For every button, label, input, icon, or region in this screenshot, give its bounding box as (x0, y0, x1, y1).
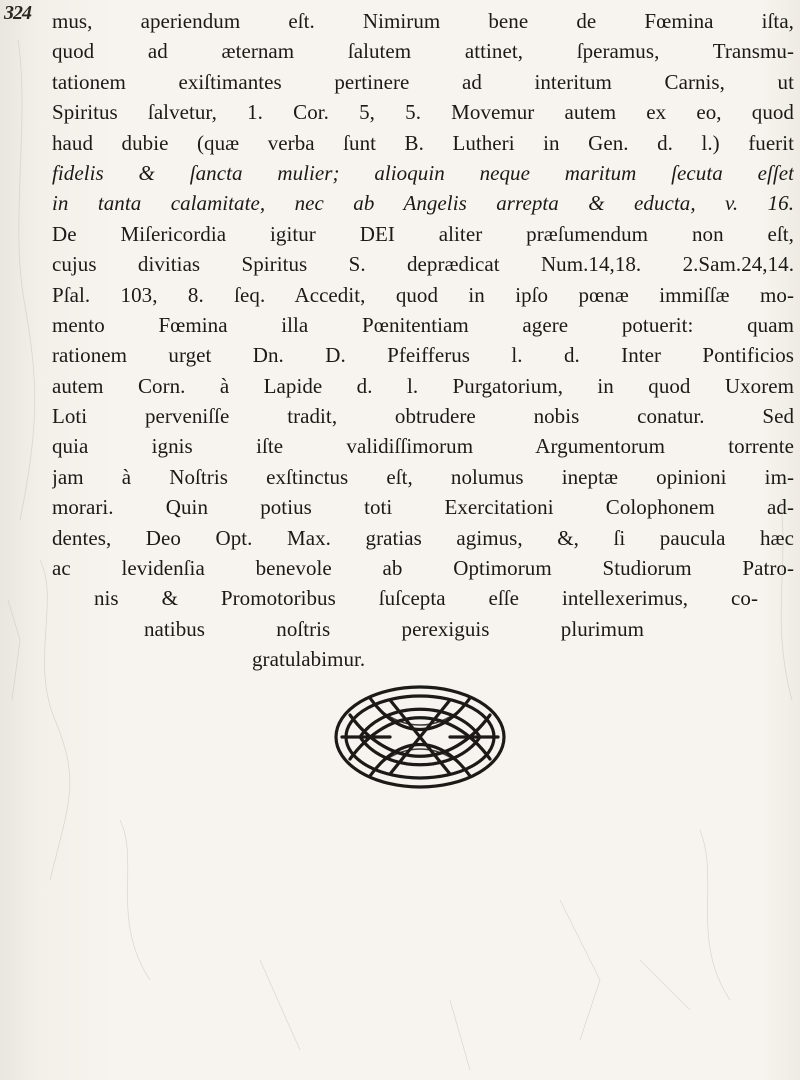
text-line: De Miſericordia igitur DEI aliter præſumendum non eſt, (52, 221, 794, 246)
text-line: quod ad æternam ſalutem attinet, ſperamus, Transmu- (52, 39, 794, 64)
text-line: autem Corn. à Lapide d. l. Purgatorium, in quod Uxorem (52, 373, 794, 398)
text-line: Pſal. 103, 8. ſeq. Accedit, quod in ipſo pœnæ immiſſæ mo- (52, 282, 794, 307)
text-line: in tanta calamitate, nec ab Angelis arrepta & educta, v. 16. (52, 191, 794, 216)
colophon-knot-ornament (330, 680, 510, 795)
text-line: fidelis & ſancta mulier; alioquin neque maritum ſecuta eſſet (52, 160, 794, 185)
text-line: natibus noſtris perexiguis plurimum (144, 616, 644, 641)
text-line: cujus divitias Spiritus S. deprædicat Num.14,18. 2.Sam.24,14. (52, 252, 794, 277)
body-text (52, 6, 794, 675)
text-line: gratulabimur. (252, 647, 366, 672)
text-line: morari. Quin potius toti Exercitationi Colophonem ad- (52, 495, 794, 520)
text-line: mus, aperiendum eſt. Nimirum bene de Fœmina iſta, (52, 9, 794, 33)
text-line: ac levidenſia benevole ab Optimorum Studiorum Patro- (52, 556, 794, 581)
text-line: Spiritus ſalvetur, 1. Cor. 5, 5. Movemur autem ex eo, quod (52, 100, 794, 125)
text-line: nis & Promotoribus ſuſcepta eſſe intellexerimus, co- (94, 586, 758, 611)
text-line: haud dubie (quæ verba ſunt B. Lutheri in Gen. d. l.) fuerit (52, 130, 794, 155)
text-line: dentes, Deo Opt. Max. gratias agimus, &, ſi paucula hæc (52, 525, 794, 550)
text-line: tationem exiſtimantes pertinere ad interitum Carnis, ut (52, 69, 794, 94)
text-line: rationem urget Dn. D. Pfeifferus l. d. Inter Pontificios (52, 343, 794, 368)
text-line: quia ignis iſte validiſſimorum Argumentorum torrente (52, 434, 794, 459)
text-line: jam à Noſtris exſtinctus eſt, nolumus ineptæ opinioni im- (52, 464, 794, 489)
text-line: mento Fœmina illa Pœnitentiam agere potuerit: quam (52, 312, 794, 337)
page-number: 324 (4, 2, 31, 24)
text-line: Loti perveniſſe tradit, obtrudere nobis conatur. Sed (52, 404, 794, 429)
